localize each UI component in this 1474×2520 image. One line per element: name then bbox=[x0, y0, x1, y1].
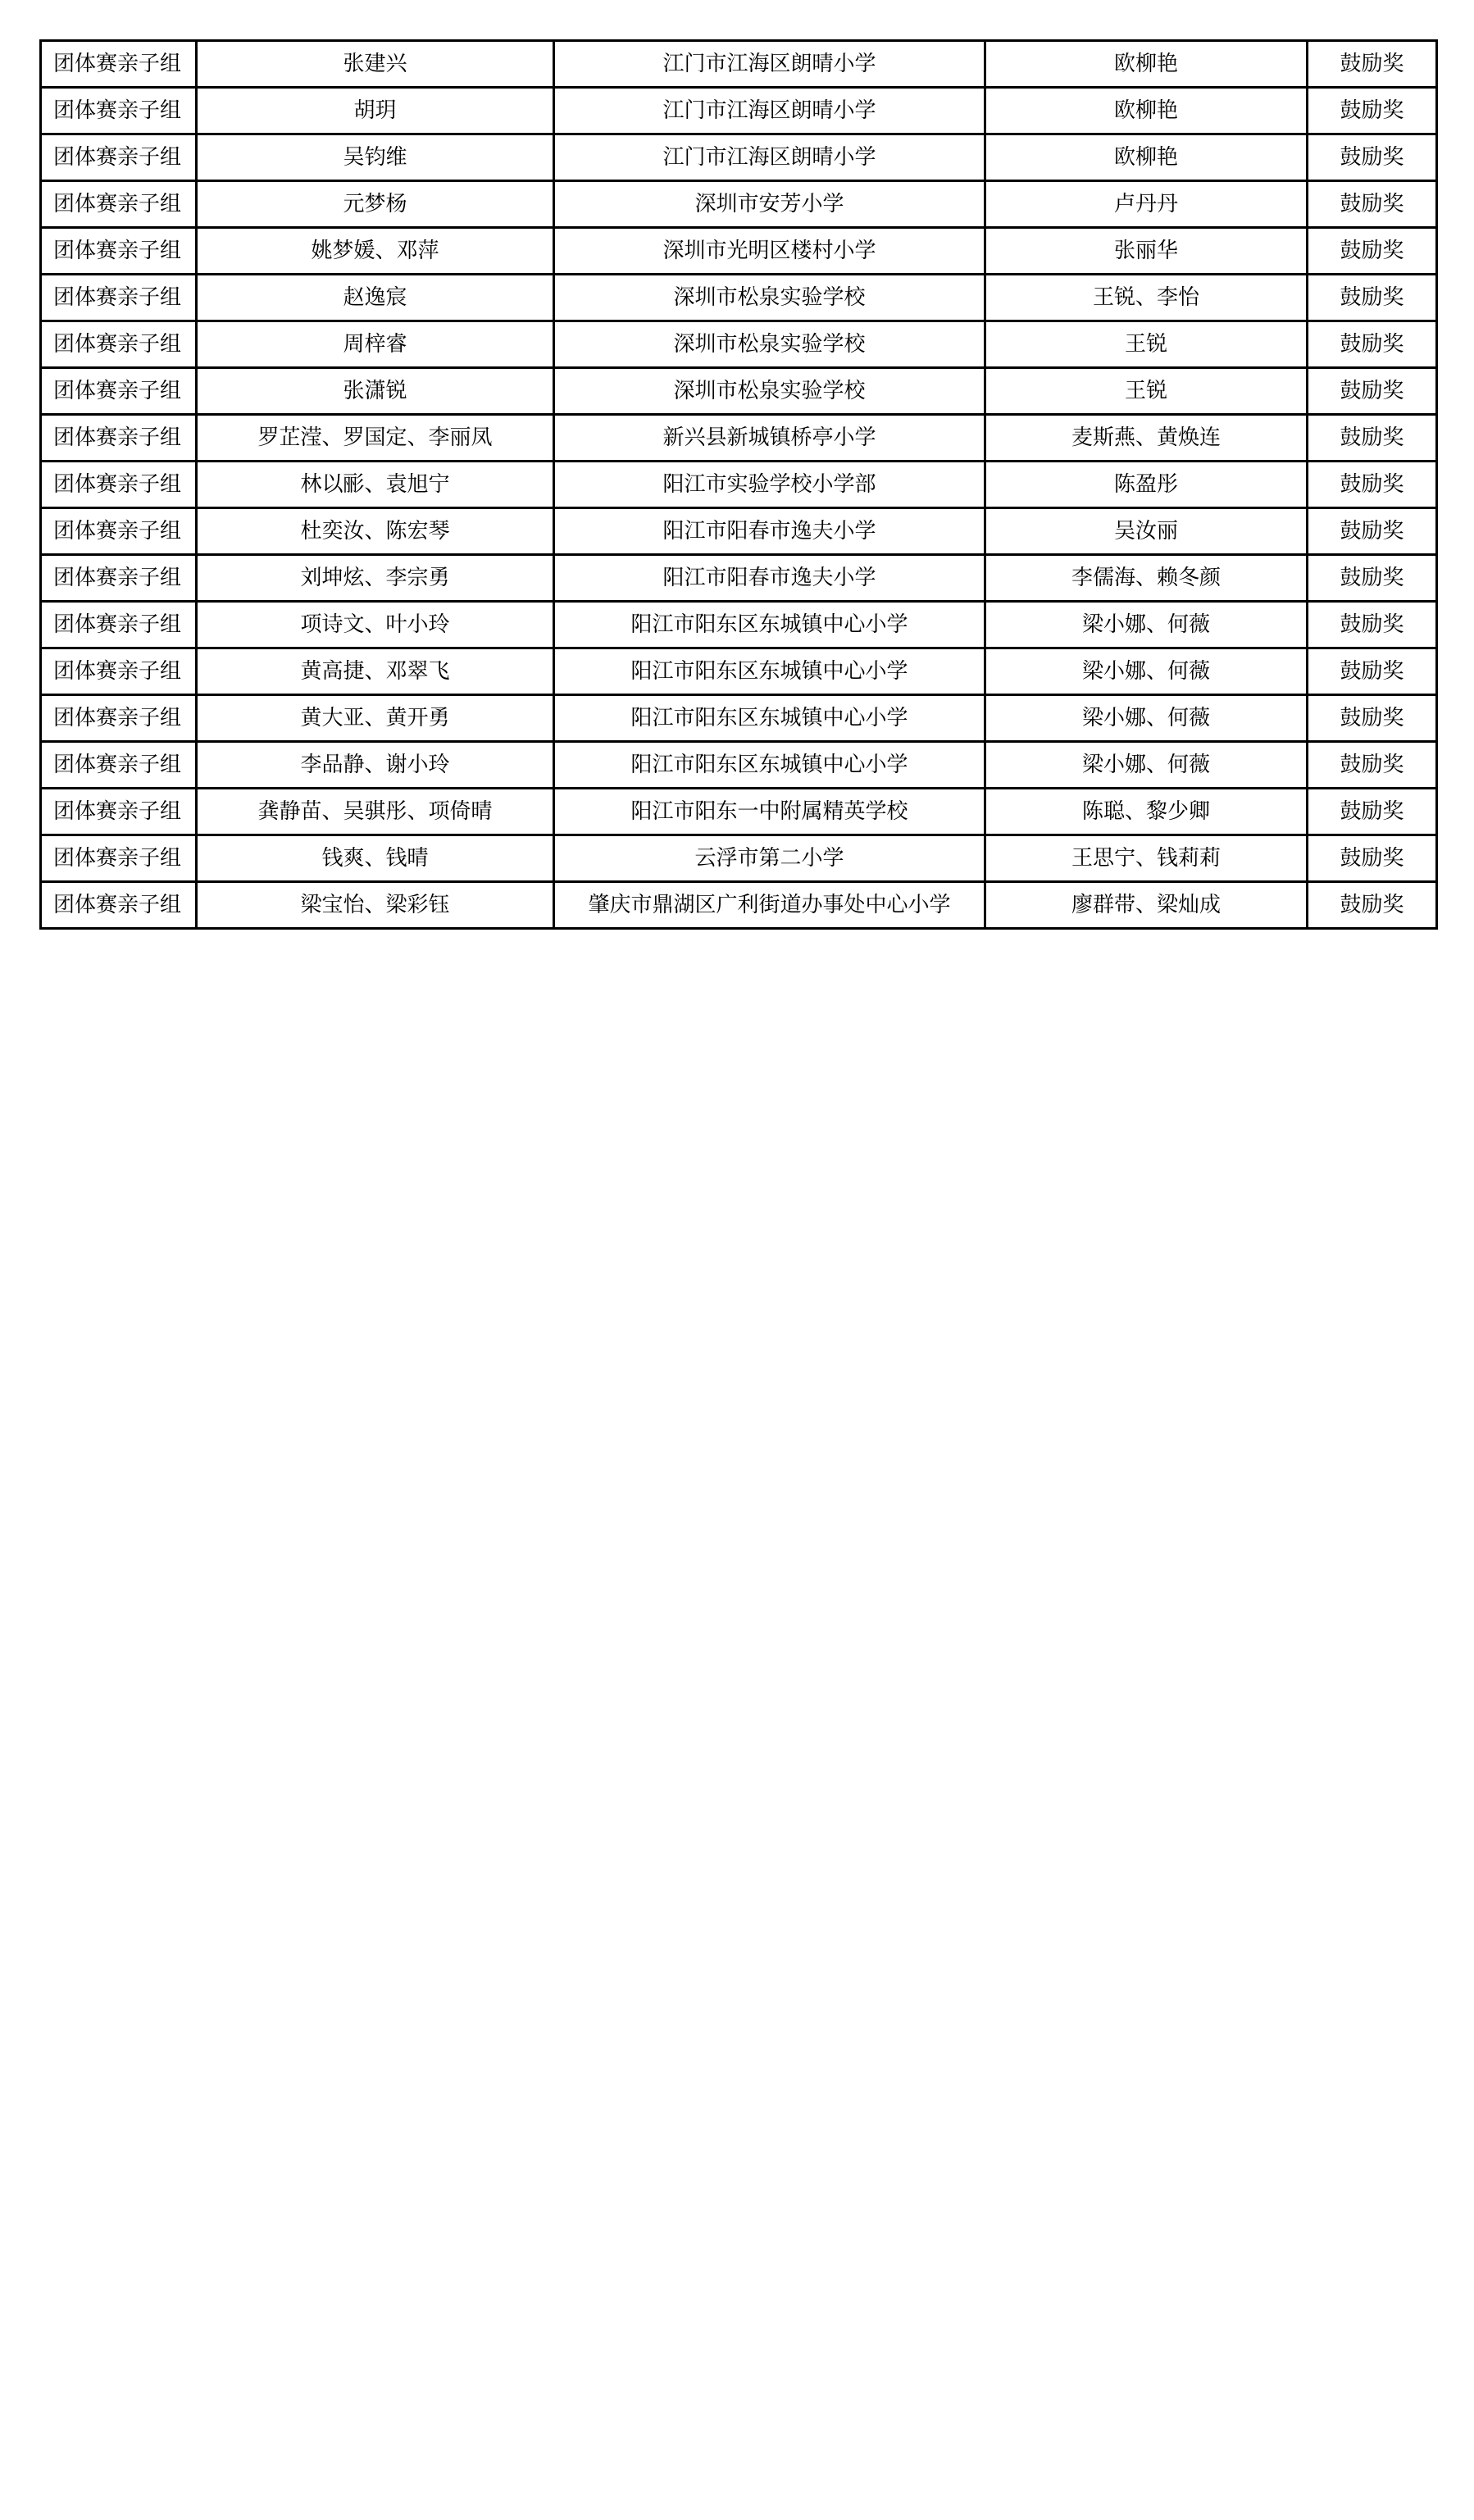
award-cell: 鼓励奖 bbox=[1308, 882, 1437, 929]
category-cell: 团体赛亲子组 bbox=[41, 742, 197, 789]
school-cell: 深圳市安芳小学 bbox=[554, 181, 985, 228]
award-cell: 鼓励奖 bbox=[1308, 648, 1437, 695]
school-cell: 阳江市阳东区东城镇中心小学 bbox=[554, 695, 985, 742]
school-cell: 江门市江海区朗晴小学 bbox=[554, 41, 985, 88]
school-cell: 阳江市阳东区东城镇中心小学 bbox=[554, 742, 985, 789]
school-cell: 深圳市光明区楼村小学 bbox=[554, 228, 985, 275]
school-cell: 阳江市阳东区东城镇中心小学 bbox=[554, 648, 985, 695]
award-list-page bbox=[39, 39, 1435, 930]
award-cell: 鼓励奖 bbox=[1308, 275, 1437, 321]
category-cell: 团体赛亲子组 bbox=[41, 88, 197, 134]
teacher-cell: 王思宁、钱莉莉 bbox=[985, 835, 1308, 882]
category-cell: 团体赛亲子组 bbox=[41, 462, 197, 508]
table-row bbox=[41, 181, 1437, 228]
table-row bbox=[41, 134, 1437, 181]
participant-cell: 赵逸宸 bbox=[197, 275, 554, 321]
school-cell: 肇庆市鼎湖区广利街道办事处中心小学 bbox=[554, 882, 985, 929]
school-cell: 阳江市阳东一中附属精英学校 bbox=[554, 789, 985, 835]
participant-cell: 张建兴 bbox=[197, 41, 554, 88]
teacher-cell: 王锐、李怡 bbox=[985, 275, 1308, 321]
school-cell: 深圳市松泉实验学校 bbox=[554, 368, 985, 415]
participant-cell: 姚梦媛、邓萍 bbox=[197, 228, 554, 275]
teacher-cell: 梁小娜、何薇 bbox=[985, 695, 1308, 742]
participant-cell: 胡玥 bbox=[197, 88, 554, 134]
teacher-cell: 廖群带、梁灿成 bbox=[985, 882, 1308, 929]
table-row bbox=[41, 835, 1437, 882]
category-cell: 团体赛亲子组 bbox=[41, 789, 197, 835]
teacher-cell: 欧柳艳 bbox=[985, 88, 1308, 134]
school-cell: 新兴县新城镇桥亭小学 bbox=[554, 415, 985, 462]
participant-cell: 黄高捷、邓翠飞 bbox=[197, 648, 554, 695]
table-row bbox=[41, 88, 1437, 134]
school-cell: 深圳市松泉实验学校 bbox=[554, 321, 985, 368]
category-cell: 团体赛亲子组 bbox=[41, 181, 197, 228]
teacher-cell: 李儒海、赖冬颜 bbox=[985, 555, 1308, 602]
category-cell: 团体赛亲子组 bbox=[41, 555, 197, 602]
teacher-cell: 欧柳艳 bbox=[985, 134, 1308, 181]
award-cell: 鼓励奖 bbox=[1308, 695, 1437, 742]
table-row bbox=[41, 648, 1437, 695]
teacher-cell: 张丽华 bbox=[985, 228, 1308, 275]
category-cell: 团体赛亲子组 bbox=[41, 321, 197, 368]
participant-cell: 元梦杨 bbox=[197, 181, 554, 228]
school-cell: 阳江市阳春市逸夫小学 bbox=[554, 508, 985, 555]
award-cell: 鼓励奖 bbox=[1308, 181, 1437, 228]
award-cell: 鼓励奖 bbox=[1308, 228, 1437, 275]
participant-cell: 张潇锐 bbox=[197, 368, 554, 415]
participant-cell: 林以彨、袁旭宁 bbox=[197, 462, 554, 508]
participant-cell: 项诗文、叶小玲 bbox=[197, 602, 554, 648]
teacher-cell: 梁小娜、何薇 bbox=[985, 602, 1308, 648]
category-cell: 团体赛亲子组 bbox=[41, 695, 197, 742]
school-cell: 深圳市松泉实验学校 bbox=[554, 275, 985, 321]
award-cell: 鼓励奖 bbox=[1308, 321, 1437, 368]
category-cell: 团体赛亲子组 bbox=[41, 275, 197, 321]
table-row bbox=[41, 275, 1437, 321]
table-row bbox=[41, 882, 1437, 929]
table-row bbox=[41, 415, 1437, 462]
award-cell: 鼓励奖 bbox=[1308, 462, 1437, 508]
award-cell: 鼓励奖 bbox=[1308, 555, 1437, 602]
school-cell: 云浮市第二小学 bbox=[554, 835, 985, 882]
award-cell: 鼓励奖 bbox=[1308, 835, 1437, 882]
participant-cell: 黄大亚、黄开勇 bbox=[197, 695, 554, 742]
teacher-cell: 梁小娜、何薇 bbox=[985, 742, 1308, 789]
table-row bbox=[41, 462, 1437, 508]
award-cell: 鼓励奖 bbox=[1308, 41, 1437, 88]
participant-cell: 钱爽、钱晴 bbox=[197, 835, 554, 882]
table-row bbox=[41, 695, 1437, 742]
award-cell: 鼓励奖 bbox=[1308, 415, 1437, 462]
award-cell: 鼓励奖 bbox=[1308, 602, 1437, 648]
participant-cell: 梁宝怡、梁彩钰 bbox=[197, 882, 554, 929]
participant-cell: 龚静苗、吴骐彤、项倚晴 bbox=[197, 789, 554, 835]
category-cell: 团体赛亲子组 bbox=[41, 228, 197, 275]
participant-cell: 李品静、谢小玲 bbox=[197, 742, 554, 789]
participant-cell: 杜奕汝、陈宏琴 bbox=[197, 508, 554, 555]
teacher-cell: 麦斯燕、黄焕连 bbox=[985, 415, 1308, 462]
award-cell: 鼓励奖 bbox=[1308, 134, 1437, 181]
table-row bbox=[41, 555, 1437, 602]
teacher-cell: 陈聪、黎少卿 bbox=[985, 789, 1308, 835]
teacher-cell: 梁小娜、何薇 bbox=[985, 648, 1308, 695]
participant-cell: 刘坤炫、李宗勇 bbox=[197, 555, 554, 602]
school-cell: 江门市江海区朗晴小学 bbox=[554, 134, 985, 181]
category-cell: 团体赛亲子组 bbox=[41, 835, 197, 882]
table-row bbox=[41, 368, 1437, 415]
teacher-cell: 吴汝丽 bbox=[985, 508, 1308, 555]
table-row bbox=[41, 742, 1437, 789]
category-cell: 团体赛亲子组 bbox=[41, 602, 197, 648]
table-row bbox=[41, 41, 1437, 88]
award-table bbox=[39, 39, 1438, 930]
category-cell: 团体赛亲子组 bbox=[41, 648, 197, 695]
award-table-body bbox=[41, 41, 1437, 929]
school-cell: 阳江市阳春市逸夫小学 bbox=[554, 555, 985, 602]
teacher-cell: 卢丹丹 bbox=[985, 181, 1308, 228]
award-cell: 鼓励奖 bbox=[1308, 789, 1437, 835]
participant-cell: 吴钧维 bbox=[197, 134, 554, 181]
table-row bbox=[41, 602, 1437, 648]
participant-cell: 周梓睿 bbox=[197, 321, 554, 368]
category-cell: 团体赛亲子组 bbox=[41, 134, 197, 181]
award-cell: 鼓励奖 bbox=[1308, 742, 1437, 789]
category-cell: 团体赛亲子组 bbox=[41, 882, 197, 929]
award-cell: 鼓励奖 bbox=[1308, 368, 1437, 415]
award-cell: 鼓励奖 bbox=[1308, 88, 1437, 134]
school-cell: 江门市江海区朗晴小学 bbox=[554, 88, 985, 134]
teacher-cell: 王锐 bbox=[985, 321, 1308, 368]
school-cell: 阳江市实验学校小学部 bbox=[554, 462, 985, 508]
category-cell: 团体赛亲子组 bbox=[41, 508, 197, 555]
teacher-cell: 陈盈彤 bbox=[985, 462, 1308, 508]
participant-cell: 罗芷滢、罗国定、李丽凤 bbox=[197, 415, 554, 462]
category-cell: 团体赛亲子组 bbox=[41, 415, 197, 462]
table-row bbox=[41, 789, 1437, 835]
table-row bbox=[41, 228, 1437, 275]
school-cell: 阳江市阳东区东城镇中心小学 bbox=[554, 602, 985, 648]
category-cell: 团体赛亲子组 bbox=[41, 368, 197, 415]
teacher-cell: 王锐 bbox=[985, 368, 1308, 415]
table-row bbox=[41, 508, 1437, 555]
teacher-cell: 欧柳艳 bbox=[985, 41, 1308, 88]
category-cell: 团体赛亲子组 bbox=[41, 41, 197, 88]
table-row bbox=[41, 321, 1437, 368]
award-cell: 鼓励奖 bbox=[1308, 508, 1437, 555]
